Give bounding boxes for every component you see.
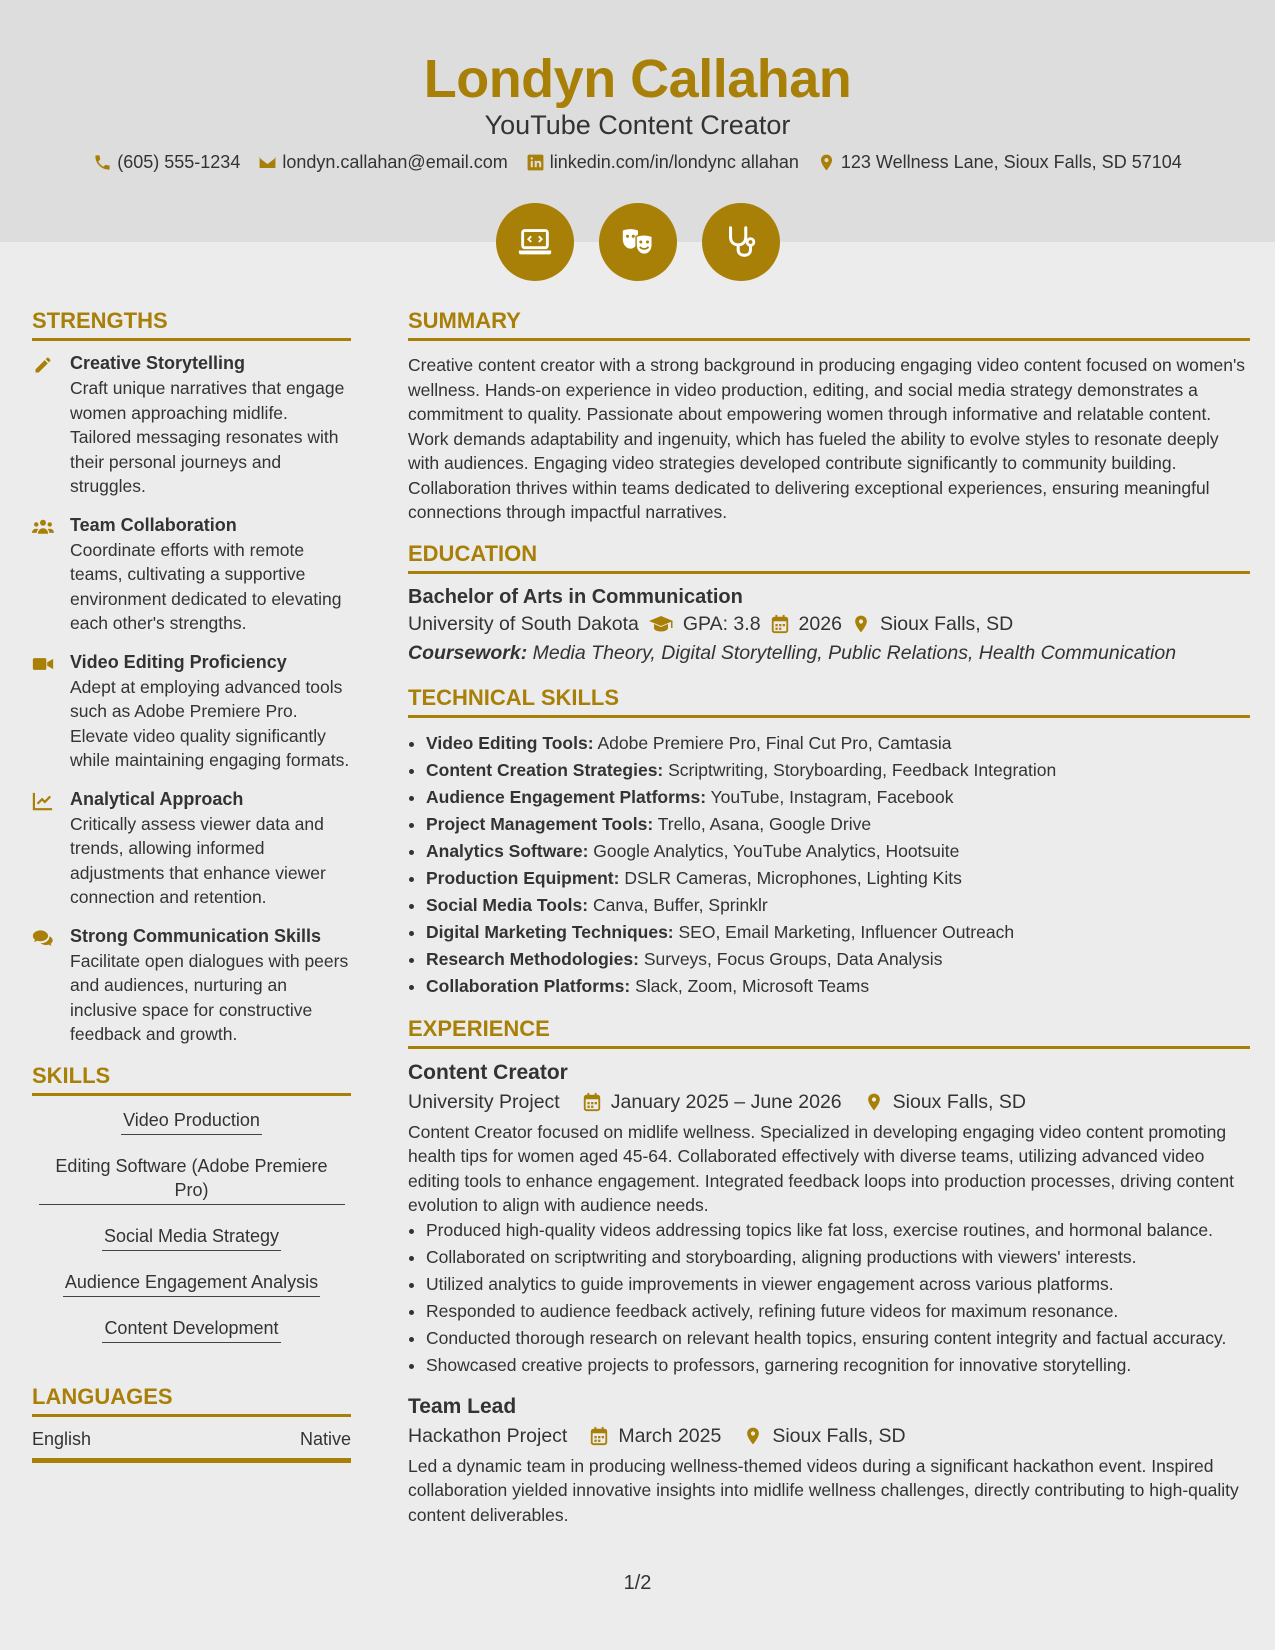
coursework-label: Coursework: xyxy=(408,641,528,664)
header-icon-row xyxy=(0,203,1275,281)
technical-skills-heading: TECHNICAL SKILLS xyxy=(408,685,1250,718)
calendar-icon xyxy=(770,614,790,634)
chart-line-icon xyxy=(32,791,54,811)
phone-text: (605) 555-1234 xyxy=(117,152,241,172)
skill-tag: Content Development xyxy=(102,1316,280,1343)
laptop-code-icon xyxy=(496,203,574,281)
map-marker-icon xyxy=(851,614,871,634)
skill-tag: Editing Software (Adobe Premiere Pro) xyxy=(39,1154,345,1205)
strength-text: Facilitate open dialogues with peers and audiences, nurturing an inclusive space for constructive feedback and growth. xyxy=(70,950,349,1044)
strength-text: Craft unique narratives that engage women approaching midlife. Tailored messaging resonates with their personal journeys and struggles. xyxy=(70,378,345,496)
strengths-heading: STRENGTHS xyxy=(32,308,351,341)
contact-email[interactable] xyxy=(258,152,507,173)
job-bullets xyxy=(408,1218,1250,1377)
summary-heading: SUMMARY xyxy=(408,308,1250,341)
strength-title: Analytical Approach xyxy=(70,788,244,809)
job-org: Hackathon Project xyxy=(408,1424,568,1447)
skill-tag: Video Production xyxy=(121,1108,262,1135)
masks-theater-icon xyxy=(599,203,677,281)
list-item: • Showcased creative projects to professors, garnering recognition for innovative storytelling. xyxy=(426,1353,1250,1377)
calendar-icon xyxy=(582,1092,602,1112)
list-item: • Utilized analytics to guide improvements in viewer engagement across various platforms. xyxy=(426,1272,1250,1296)
envelope-icon xyxy=(258,153,277,172)
skill-tag: Audience Engagement Analysis xyxy=(63,1270,320,1297)
contact-address xyxy=(817,152,1182,173)
job-location: Sioux Falls, SD xyxy=(772,1424,906,1447)
list-item: • Conducted thorough research on relevant health topics, ensuring content integrity and factual accuracy. xyxy=(426,1326,1250,1350)
comments-icon xyxy=(32,928,54,948)
list-item: • Digital Marketing Techniques: SEO, Email Marketing, Influencer Outreach xyxy=(426,919,1250,946)
job-description: Led a dynamic team in producing wellness-themed videos during a significant hackathon event. Inspired collaboration yielded innovative insights into midlife wellness challenges, directly contributing to high-quality content deliverables. xyxy=(408,1455,1239,1525)
strength-item xyxy=(32,652,351,773)
job-meta xyxy=(408,1425,1250,1448)
strength-title: Strong Communication Skills xyxy=(70,925,322,946)
education-heading: EDUCATION xyxy=(408,541,1250,574)
list-item: • Produced high-quality videos addressing topics like fat loss, exercise routines, and hormonal balance. xyxy=(426,1218,1250,1242)
strength-item xyxy=(32,515,351,636)
graduation-cap-icon xyxy=(648,614,674,634)
linkedin-icon xyxy=(526,153,545,172)
strength-text: Critically assess viewer data and trends, allowing informed adjustments that enhance viewer connection and retention. xyxy=(70,813,326,907)
education-gpa: GPA: 3.8 xyxy=(682,612,761,635)
pencil-icon xyxy=(32,355,54,375)
strength-title: Creative Storytelling xyxy=(70,353,246,373)
left-column xyxy=(32,308,351,1463)
video-icon xyxy=(32,654,54,674)
address-text: 123 Wellness Lane, Sioux Falls, SD 57104 xyxy=(840,152,1182,172)
users-icon xyxy=(32,517,54,537)
calendar-icon xyxy=(589,1426,609,1446)
education-year: 2026 xyxy=(798,612,842,635)
candidate-role: YouTube Content Creator xyxy=(484,110,791,140)
job-org: University Project xyxy=(408,1090,560,1113)
email-text: londyn.callahan@email.com xyxy=(282,152,508,172)
list-item: • Audience Engagement Platforms: YouTube, Instagram, Facebook xyxy=(426,784,1250,811)
job-description: Content Creator focused on midlife wellness. Specialized in developing engaging video content promoting health tips for women aged 45-64. Collaborated effectively with diverse teams, utilizing advanced video editing tools to enhance engagement. Integrated feedback loops into production processes, driving content evolution to align with audience needs. xyxy=(408,1121,1234,1215)
strength-title: Team Collaboration xyxy=(70,514,237,535)
right-column xyxy=(408,308,1250,1527)
list-item: • Analytics Software: Google Analytics, YouTube Analytics, Hootsuite xyxy=(426,838,1250,865)
linkedin-text: linkedin.com/in/londync allahan xyxy=(549,152,799,172)
map-marker-icon xyxy=(864,1092,884,1112)
education-school: University of South Dakota xyxy=(408,612,639,635)
job-dates: January 2025 – June 2026 xyxy=(610,1090,842,1113)
education-meta xyxy=(408,613,1250,636)
strength-item xyxy=(32,789,351,910)
strength-text: Coordinate efforts with remote teams, cultivating a supportive environment dedicated to elevating each other's strengths. xyxy=(70,539,342,633)
coursework-list: Media Theory, Digital Storytelling, Public Relations, Health Communication xyxy=(532,641,1177,664)
language-name: English xyxy=(32,1428,92,1449)
experience-entry xyxy=(408,1061,1250,1377)
language-level: Native xyxy=(299,1428,351,1449)
map-marker-icon xyxy=(743,1426,763,1446)
contact-bar xyxy=(0,152,1275,173)
languages-heading: LANGUAGES xyxy=(32,1384,351,1417)
map-marker-icon xyxy=(817,153,836,172)
job-title: Content Creator xyxy=(408,1060,568,1084)
summary-text: Creative content creator with a strong background in producing engaging video content focused on women's wellness. Hands-on experience in video production, editing, and social media strategy demonstrates a commitment to quality. Passionate about empowering women through informative and relatable content. Work demands adaptability and ingenuity, which has fueled the ability to evolve styles to resonate deeply with audiences. Engaging video strategies developed contribute significantly to community building. Collaboration thrives within teams dedicated to delivering exceptional experiences, ensuring meaningful connections through impactful narratives. xyxy=(408,355,1246,522)
list-item: • Collaboration Platforms: Slack, Zoom, Microsoft Teams xyxy=(426,973,1250,1000)
list-item: • Project Management Tools: Trello, Asana, Google Drive xyxy=(426,811,1250,838)
list-item: • Production Equipment: DSLR Cameras, Microphones, Lighting Kits xyxy=(426,865,1250,892)
job-dates: March 2025 xyxy=(618,1424,722,1447)
list-item: • Video Editing Tools: Adobe Premiere Pro, Final Cut Pro, Camtasia xyxy=(426,730,1250,757)
language-row xyxy=(32,1421,351,1463)
list-item: • Social Media Tools: Canva, Buffer, Sprinklr xyxy=(426,892,1250,919)
strength-title: Video Editing Proficiency xyxy=(70,651,287,672)
job-meta xyxy=(408,1091,1250,1114)
education-coursework xyxy=(408,642,1250,665)
contact-phone[interactable] xyxy=(93,152,240,173)
strength-text: Adept at employing advanced tools such as Adobe Premiere Pro. Elevate video quality significantly while maintaining engaging formats. xyxy=(70,676,350,770)
phone-icon xyxy=(93,153,112,172)
technical-skills-list xyxy=(408,730,1250,1000)
list-item: • Collaborated on scriptwriting and storyboarding, aligning productions with viewers' interests. xyxy=(426,1245,1250,1269)
strength-item xyxy=(32,353,351,499)
list-item: • Content Creation Strategies: Scriptwriting, Storyboarding, Feedback Integration xyxy=(426,757,1250,784)
skill-tag: Social Media Strategy xyxy=(102,1224,281,1251)
experience-entry xyxy=(408,1395,1250,1528)
page-number: 1/2 xyxy=(623,1572,652,1594)
skills-list xyxy=(32,1108,351,1362)
stethoscope-icon xyxy=(702,203,780,281)
education-location: Sioux Falls, SD xyxy=(879,612,1014,635)
contact-linkedin[interactable] xyxy=(526,152,799,173)
strength-item xyxy=(32,926,351,1047)
experience-heading: EXPERIENCE xyxy=(408,1016,1250,1049)
education-degree: Bachelor of Arts in Communication xyxy=(408,585,743,608)
list-item: • Responded to audience feedback actively, refining future videos for maximum resonance. xyxy=(426,1299,1250,1323)
candidate-name: Londyn Callahan xyxy=(423,49,852,109)
list-item: • Research Methodologies: Surveys, Focus Groups, Data Analysis xyxy=(426,946,1250,973)
skills-heading: SKILLS xyxy=(32,1063,351,1096)
job-title: Team Lead xyxy=(408,1394,517,1418)
job-location: Sioux Falls, SD xyxy=(892,1090,1026,1113)
